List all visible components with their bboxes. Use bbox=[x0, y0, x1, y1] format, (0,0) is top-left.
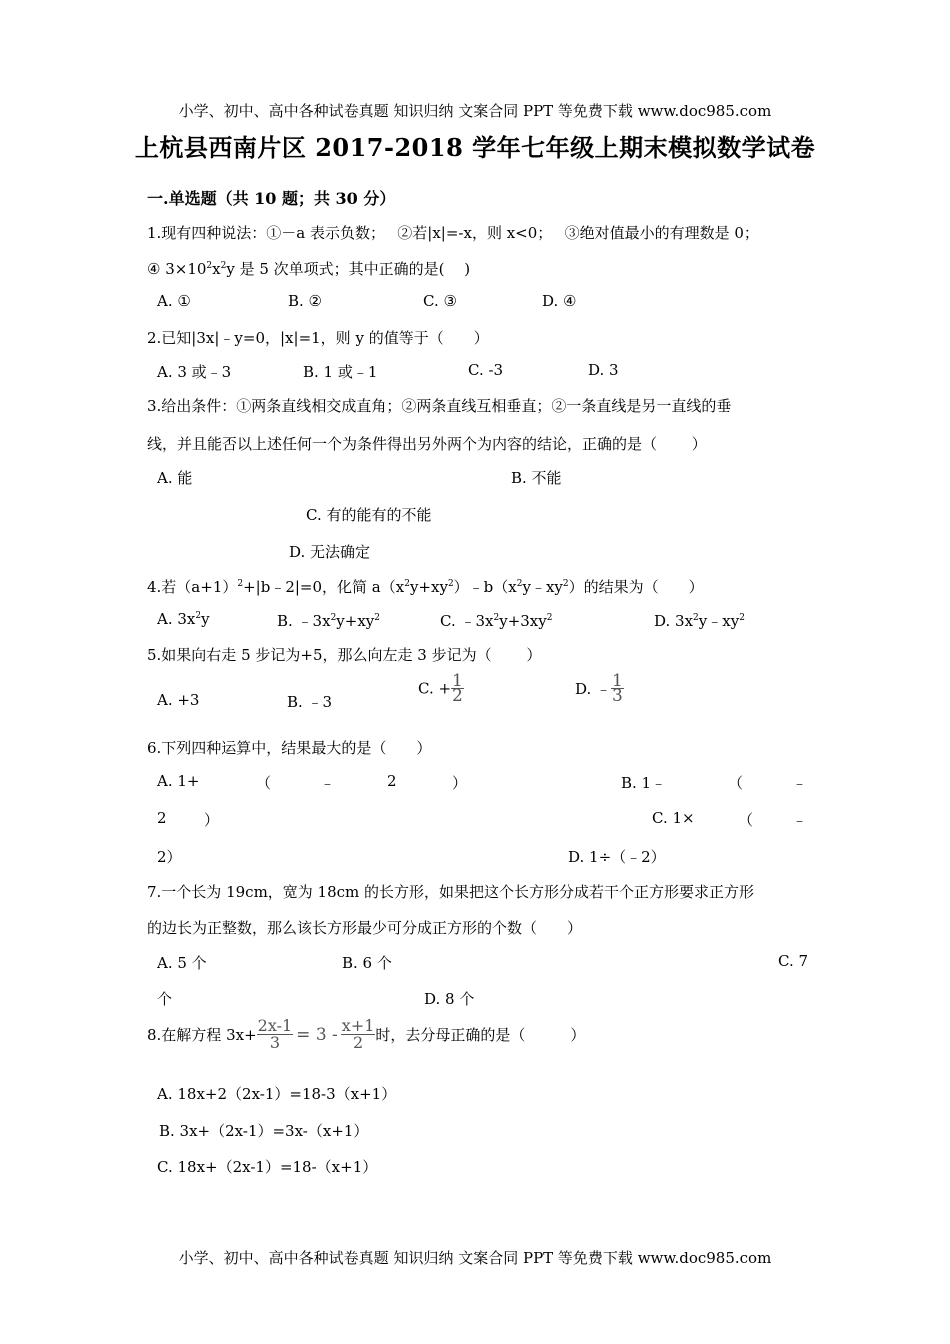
q6-option-a[interactable]: A. 1+ bbox=[157, 772, 200, 790]
q5-option-b[interactable]: B. ﹣3 bbox=[287, 693, 333, 711]
q3-line1: 3.给出条件：①两条直线相交成直角；②两条直线互相垂直；②一条直线是另一直线的垂 bbox=[147, 397, 732, 415]
q6-option-b[interactable]: B. 1﹣ bbox=[621, 774, 667, 792]
q1-option-c[interactable]: C. ③ bbox=[423, 292, 457, 310]
fraction-x-plus-1-over-2: $\frac{x+1}{2}$ bbox=[341, 1016, 375, 1052]
q4-option-c[interactable]: C. $﹣3x^2y+3xy^2$ bbox=[440, 612, 553, 630]
q7-option-b[interactable]: B. 6 个 bbox=[342, 954, 392, 972]
q6-option-d[interactable]: D. 1÷（﹣2） bbox=[568, 848, 666, 866]
q1-line1: 1.现有四种说法：①－a 表示负数； ②若|x|=-x，则 x<0； ③绝对值最小的有理数是 0； bbox=[147, 224, 759, 242]
page-header: 小学、初中、高中各种试卷真题 知识归纳 文案合同 PPT 等免费下载 www.doc985.com bbox=[178, 102, 772, 120]
q2-option-c[interactable]: C. -3 bbox=[468, 361, 504, 379]
q1-option-b[interactable]: B. ② bbox=[288, 292, 323, 310]
q6-option-c-two: 2） bbox=[157, 848, 182, 866]
q5-option-a[interactable]: A. +3 bbox=[157, 691, 200, 709]
q8-option-a[interactable]: A. 18x+2（2x-1）=18-3（x+1） bbox=[157, 1085, 397, 1103]
q5-option-d[interactable]: D. ﹣ $\frac{1}{3}$ bbox=[575, 671, 623, 706]
page-footer: 小学、初中、高中各种试卷真题 知识归纳 文案合同 PPT 等免费下载 www.doc985.com bbox=[178, 1249, 772, 1267]
q3-line2: 线，并且能否以上述任何一个为条件得出另外两个为内容的结论，正确的是（ ） bbox=[147, 435, 707, 453]
q6-text: 6.下列四种运算中，结果最大的是（ ） bbox=[147, 739, 432, 757]
q2-text: 2.已知|3x|﹣y=0，|x|=1，则 y 的值等于（ ） bbox=[147, 329, 489, 347]
q1-option-a[interactable]: A. ① bbox=[157, 292, 191, 310]
q2-option-a[interactable]: A. 3 或﹣3 bbox=[157, 363, 232, 381]
q6-option-c-paren-open: （ bbox=[738, 811, 754, 829]
q5-option-c[interactable]: C. + $\frac{1}{2}$ bbox=[418, 671, 463, 706]
q2-option-d[interactable]: D. 3 bbox=[588, 361, 619, 379]
q3-option-c[interactable]: C. 有的能有的不能 bbox=[306, 506, 432, 524]
q6-option-c[interactable]: C. 1× bbox=[652, 809, 695, 827]
q3-option-b[interactable]: B. 不能 bbox=[511, 469, 562, 487]
q4-option-d[interactable]: D. $3x^2y﹣xy^2$ bbox=[654, 612, 745, 630]
q6-option-a-minus: ﹣ bbox=[320, 774, 336, 792]
q8-text: 8.在解方程 3x+ $\frac{2x-1}{3}$ = 3 - $\frac{x+1}{2}$ 时，去分母正确的是（ ） bbox=[147, 1016, 586, 1052]
q5-text: 5.如果向右走 5 步记为+5，那么向左走 3 步记为（ ） bbox=[147, 646, 542, 664]
q7-option-a[interactable]: A. 5 个 bbox=[157, 954, 207, 972]
q7-option-c-unit: 个 bbox=[157, 990, 173, 1008]
q2-option-b[interactable]: B. 1 或﹣1 bbox=[303, 363, 378, 381]
q1-option-d[interactable]: D. ④ bbox=[542, 292, 577, 310]
q6-option-b-paren-open: （ bbox=[728, 774, 744, 792]
fraction-2x-minus-1-over-3: $\frac{2x-1}{3}$ bbox=[257, 1016, 293, 1052]
fraction-one-half: $\frac{1}{2}$ bbox=[452, 671, 463, 706]
q7-option-d[interactable]: D. 8 个 bbox=[424, 990, 475, 1008]
page-title: 上杭县西南片区 2017-2018 学年七年级上期末模拟数学试卷 bbox=[134, 133, 816, 162]
q6-option-b-paren-close: ） bbox=[204, 811, 220, 829]
q7-line2: 的边长为正整数，那么该长方形最少可分成正方形的个数（ ） bbox=[147, 919, 583, 937]
q6-option-a-paren-open: （ bbox=[256, 774, 272, 792]
q6-option-c-minus: ﹣ bbox=[792, 811, 808, 829]
q1-line2: ④ $3\times 10^2x^2y$ 是 5 次单项式；其中正确的是( ) bbox=[147, 260, 471, 278]
q7-option-c[interactable]: C. 7 bbox=[778, 952, 809, 970]
fraction-one-third: $\frac{1}{3}$ bbox=[612, 671, 623, 706]
q4-text: 4.若$(a+1)^2+|b﹣2|=0$，化简 $a(x^2y+xy^2)﹣b(x^2y﹣xy^2)$的结果为（ ） bbox=[147, 578, 704, 596]
q6-option-a-two: 2 bbox=[387, 772, 397, 790]
q4-option-b[interactable]: B. $﹣3x^2y+xy^2$ bbox=[277, 612, 381, 630]
q8-option-b[interactable]: B. 3x+（2x-1）=3x-（x+1） bbox=[159, 1122, 369, 1140]
q8-option-c[interactable]: C. 18x+（2x-1）=18-（x+1） bbox=[157, 1158, 378, 1176]
section-heading: 一.单选题（共 10 题；共 30 分） bbox=[147, 189, 396, 208]
q3-option-d[interactable]: D. 无法确定 bbox=[289, 543, 371, 561]
q4-option-a[interactable]: A. $3x^2y$ bbox=[157, 610, 210, 628]
q3-option-a[interactable]: A. 能 bbox=[157, 469, 193, 487]
q6-option-b-two: 2 bbox=[157, 809, 167, 827]
q6-option-a-paren-close: ） bbox=[452, 774, 468, 792]
q6-option-b-minus: ﹣ bbox=[792, 774, 808, 792]
q7-line1: 7.一个长为 19cm，宽为 18cm 的长方形，如果把这个长方形分成若干个正方形要求正方形 bbox=[147, 883, 755, 901]
